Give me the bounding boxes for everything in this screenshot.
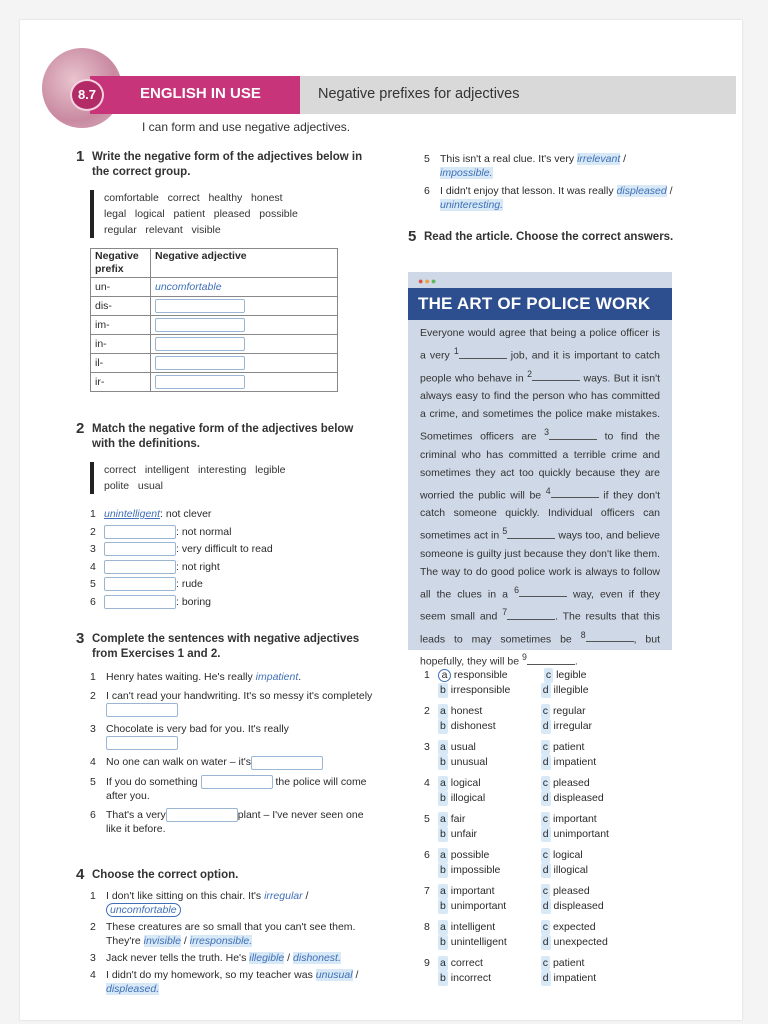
option-row	[424, 827, 664, 842]
option-d-letter[interactable]: d	[542, 936, 549, 948]
option-b-letter[interactable]: b	[440, 900, 446, 912]
option-b[interactable]: impossible	[450, 864, 501, 876]
option-d[interactable]: illegible	[553, 684, 589, 696]
option-d-letter[interactable]: d	[542, 756, 549, 768]
exercise-instruction: Read the article. Choose the correct answers.	[424, 231, 674, 243]
option-b-letter[interactable]: b	[440, 684, 446, 696]
definition-item: 2 : not normal	[90, 525, 232, 538]
option-d[interactable]: displeased	[553, 900, 604, 912]
option-text[interactable]: irrelevant	[577, 153, 621, 165]
definition-item: 6 : boring	[90, 595, 212, 608]
prefix-cell: dis-	[91, 297, 151, 316]
option-c[interactable]: regular	[552, 705, 586, 717]
option-b-letter[interactable]: b	[440, 864, 446, 876]
option-a-letter[interactable]: a	[440, 957, 446, 969]
sentence: 5 This isn't a real clue. It's very irrelevant / impossible.	[424, 153, 627, 179]
answer-box[interactable]	[106, 703, 178, 717]
option-b[interactable]: unimportant	[450, 900, 507, 912]
sentence: 2 These creatures are so small that you can't see them. They're invisible / irresponsible.	[90, 921, 356, 947]
sentence: 4 No one can walk on water – it's	[90, 755, 376, 769]
exercise-2	[76, 422, 376, 611]
option-a[interactable]: intelligent	[450, 921, 496, 933]
sentence: 6 I didn't enjoy that lesson. It was really displeased / uninteresting.	[424, 185, 673, 211]
answer-box[interactable]	[104, 560, 176, 574]
option-text[interactable]: irresponsible.	[189, 935, 253, 947]
option-b[interactable]: dishonest	[450, 720, 496, 732]
exercise-number: 2	[76, 420, 85, 437]
option-b-letter[interactable]: b	[440, 756, 446, 768]
option-row: 7 a important c pleased	[424, 885, 590, 897]
word-line: correct intelligent interesting legible	[104, 464, 286, 476]
options-list	[424, 668, 664, 992]
option-a[interactable]: fair	[450, 813, 466, 825]
option-a-letter[interactable]: a	[438, 669, 451, 682]
answer-text: impatient	[255, 671, 299, 683]
option-b[interactable]: unintelligent	[450, 936, 507, 948]
definition-item: 4 : not right	[90, 560, 220, 573]
prefix-cell: im-	[91, 316, 151, 335]
option-d-letter[interactable]: d	[542, 828, 549, 840]
answer-cell[interactable]	[151, 373, 338, 392]
sentence: 2 I can't read your handwriting. It's so messy it's completely	[90, 689, 376, 717]
exercise-instruction: Complete the sentences with negative adjectives from Exercises 1 and 2.	[92, 633, 360, 660]
option-c[interactable]: important	[552, 813, 597, 825]
exercise-3	[76, 632, 376, 836]
header-banner	[42, 76, 736, 114]
word-line: comfortable correct healthy honest	[104, 192, 283, 204]
prefix-cell: ir-	[91, 373, 151, 392]
definition-item: 3 : very difficult to read	[90, 543, 273, 555]
option-d[interactable]: displeased	[553, 792, 604, 804]
word-line: legal logical patient pleased possible	[104, 208, 298, 220]
option-text[interactable]: uninteresting.	[440, 199, 504, 211]
option-c-letter[interactable]: c	[542, 849, 549, 861]
answer-text: unintelligent	[104, 508, 161, 520]
answer-box[interactable]	[106, 736, 178, 750]
option-group	[424, 848, 664, 878]
option-c[interactable]: logical	[552, 849, 583, 861]
option-text[interactable]: invisible	[143, 935, 181, 947]
option-group	[424, 812, 664, 842]
option-c-letter[interactable]: c	[542, 957, 549, 969]
prefix-cell: in-	[91, 335, 151, 354]
article-body: Everyone would agree that being a police officer is a very $^1$ job, and it is important to catch people who behave in $^2$ ways. But it isn't always easy to find the person who has committed a crime, and sometimes the police make mistakes. Sometimes officers are $^3$ to find the criminal who has committed a terrible crime and sometimes they act too quickly because they are worried the public will be $^4$ if they don't catch someone quickly. Individual officers can sometimes act in $^5$ ways too, and believe someone is guilty just because they don't like them. The way to do good police work is always to follow all the clues in a $^6$ way, even if they seem small and $^7$ . The results that this leads to may sometimes be $^8$ , but hopefully, they will be $^9$ .	[420, 327, 661, 668]
option-d[interactable]: illogical	[553, 864, 588, 876]
exercise-1	[76, 150, 376, 392]
exercise-number: 3	[76, 630, 85, 647]
answer-cell[interactable]	[151, 278, 338, 297]
sentence-list	[90, 670, 376, 836]
option-b[interactable]: unfair	[450, 828, 478, 840]
option-b[interactable]: incorrect	[450, 972, 492, 984]
word-box	[90, 462, 376, 494]
answer-cell[interactable]	[151, 354, 338, 373]
option-d-letter[interactable]: d	[542, 972, 549, 984]
option-group	[424, 668, 664, 698]
option-row	[424, 755, 664, 770]
option-row: 2 a honest c regular	[424, 705, 586, 717]
option-c-letter[interactable]: c	[542, 705, 549, 717]
table-row	[91, 354, 338, 373]
answer-cell[interactable]	[151, 335, 338, 354]
option-d[interactable]: unimportant	[553, 828, 609, 840]
option-a-letter[interactable]: a	[440, 849, 446, 861]
option-d[interactable]: impatient	[553, 756, 597, 768]
option-a-letter[interactable]: a	[440, 741, 446, 753]
workbook-page	[20, 20, 742, 1020]
option-group	[424, 884, 664, 914]
option-row: 8 a intelligent c expected	[424, 921, 596, 933]
option-b[interactable]: illogical	[450, 792, 486, 804]
definition-item: 5 : rude	[90, 578, 203, 590]
option-b-letter[interactable]: b	[440, 792, 446, 804]
sentence-list	[90, 889, 376, 996]
option-d[interactable]: unexpected	[553, 936, 608, 948]
option-text[interactable]: irregular	[264, 890, 303, 902]
answer-box[interactable]	[104, 542, 176, 556]
option-row	[424, 899, 664, 914]
option-group	[424, 956, 664, 986]
option-c[interactable]: patient	[552, 741, 585, 753]
article-panel	[408, 272, 672, 668]
option-b[interactable]: irresponsible	[450, 684, 511, 696]
option-c-letter[interactable]: c	[542, 813, 549, 825]
option-row: 5 a fair c important	[424, 813, 597, 825]
option-row	[424, 791, 664, 806]
option-b-letter[interactable]: b	[440, 720, 446, 732]
option-a-letter[interactable]: a	[440, 705, 446, 717]
option-row: 3 a usual c patient	[424, 741, 585, 753]
option-c-letter[interactable]: c	[542, 921, 549, 933]
table-row	[91, 278, 338, 297]
option-row	[424, 719, 664, 734]
option-c[interactable]: legible	[556, 669, 587, 681]
answer-cell[interactable]	[151, 297, 338, 316]
answer-box[interactable]	[166, 808, 238, 822]
option-c-letter[interactable]: c	[542, 777, 549, 789]
option-row: 1 a responsible c legible	[424, 669, 587, 681]
option-a[interactable]: honest	[450, 705, 483, 717]
option-b-letter[interactable]: b	[440, 972, 446, 984]
answer-box[interactable]	[201, 775, 273, 789]
option-row	[424, 971, 664, 986]
section-label: ENGLISH IN USE	[140, 85, 261, 102]
option-row	[424, 935, 664, 950]
option-a[interactable]: important	[450, 885, 495, 897]
table-row	[91, 335, 338, 354]
sentence: 1 I don't like sitting on this chair. It's irregular / uncomfortable	[90, 890, 309, 916]
option-d[interactable]: irregular	[553, 720, 593, 732]
word-line: polite usual	[104, 480, 163, 492]
answer-cell[interactable]	[151, 316, 338, 335]
word-box	[90, 190, 376, 238]
answer-box[interactable]	[251, 756, 323, 770]
lesson-objective: I can form and use negative adjectives.	[142, 120, 351, 134]
option-a[interactable]: possible	[450, 849, 490, 861]
option-group	[424, 740, 664, 770]
word-line: regular relevant visible	[104, 224, 221, 236]
answer-box[interactable]	[104, 577, 176, 591]
option-group	[424, 920, 664, 950]
option-a[interactable]: logical	[450, 777, 481, 789]
exercise-4	[76, 868, 376, 996]
window-dots: ●●●	[418, 276, 438, 286]
option-group	[424, 776, 664, 806]
option-d-letter[interactable]: d	[542, 900, 549, 912]
table-row	[91, 373, 338, 392]
exercise-5	[408, 230, 678, 245]
definition-item: 1 unintelligent: not clever	[90, 508, 212, 520]
option-b-letter[interactable]: b	[440, 828, 446, 840]
option-a[interactable]: correct	[450, 957, 483, 969]
prefix-cell: un-	[91, 278, 151, 297]
table-row	[91, 297, 338, 316]
option-text[interactable]: unusual	[315, 969, 353, 981]
table-row	[91, 316, 338, 335]
option-c[interactable]: patient	[552, 957, 585, 969]
option-row: 6 a possible c logical	[424, 849, 583, 861]
option-text[interactable]: illegible	[249, 952, 285, 964]
option-b-letter[interactable]: b	[440, 936, 446, 948]
option-c[interactable]: pleased	[552, 885, 590, 897]
option-selected[interactable]: uncomfortable	[106, 903, 181, 917]
option-d-letter[interactable]: d	[542, 864, 549, 876]
exercise-number: 5	[408, 228, 417, 245]
option-d-letter[interactable]: d	[542, 720, 549, 732]
option-text[interactable]: displeased	[616, 185, 667, 197]
option-c-letter[interactable]: c	[545, 669, 552, 681]
sentence: 3 Chocolate is very bad for you. It's really	[90, 722, 376, 750]
option-d-letter[interactable]: d	[542, 792, 549, 804]
prefix-table	[90, 248, 338, 392]
prefix-cell: il-	[91, 354, 151, 373]
unit-badge	[70, 79, 104, 111]
option-row	[424, 683, 664, 698]
option-c[interactable]: expected	[552, 921, 596, 933]
table-header-prefix: Negative prefix	[91, 249, 151, 278]
option-c-letter[interactable]: c	[542, 741, 549, 753]
answer-text: uncomfortable	[155, 281, 222, 293]
option-row: 9 a correct c patient	[424, 957, 585, 969]
option-row	[424, 863, 664, 878]
article-title: THE ART OF POLICE WORK	[408, 288, 672, 320]
option-text[interactable]: impossible.	[440, 167, 493, 179]
exercise-4-continued	[424, 152, 680, 212]
option-group	[424, 704, 664, 734]
option-a[interactable]: responsible	[453, 669, 508, 681]
option-a-letter[interactable]: a	[440, 813, 446, 825]
exercise-instruction: Choose the correct option.	[92, 869, 239, 881]
answer-box[interactable]	[104, 595, 176, 609]
option-text[interactable]: dishonest.	[293, 952, 341, 964]
sentence: 5 If you do something the police will come after you.	[90, 775, 367, 802]
option-row: 4 a logical c pleased	[424, 777, 590, 789]
option-a-letter[interactable]: a	[440, 777, 446, 789]
exercise-instruction: Match the negative form of the adjectives below with the definitions.	[92, 423, 354, 450]
sentence: 4 I didn't do my homework, so my teacher was unusual / displeased.	[90, 969, 359, 995]
exercise-number: 4	[76, 866, 85, 883]
definition-list	[90, 506, 376, 611]
option-a-letter[interactable]: a	[440, 885, 446, 897]
option-b[interactable]: unusual	[450, 756, 488, 768]
exercise-instruction: Write the negative form of the adjectives below in the correct group.	[92, 151, 363, 178]
option-c[interactable]: pleased	[552, 777, 590, 789]
unit-number: 8.7	[77, 87, 97, 102]
option-a-letter[interactable]: a	[440, 921, 446, 933]
answer-box[interactable]	[104, 525, 176, 539]
option-c-letter[interactable]: c	[542, 885, 549, 897]
sentence: 3 Jack never tells the truth. He's illegible / dishonest.	[90, 952, 341, 964]
lesson-title: Negative prefixes for adjectives	[318, 86, 520, 102]
option-d[interactable]: impatient	[553, 972, 597, 984]
option-text[interactable]: displeased.	[106, 983, 160, 995]
option-d-letter[interactable]: d	[542, 684, 549, 696]
table-header-adjective: Negative adjective	[151, 249, 338, 278]
sentence: 6 That's a very plant – I've never seen one like it before.	[90, 808, 364, 836]
exercise-number: 1	[76, 148, 85, 165]
option-a[interactable]: usual	[450, 741, 476, 753]
sentence: 1 Henry hates waiting. He's really impatient.	[90, 671, 302, 683]
